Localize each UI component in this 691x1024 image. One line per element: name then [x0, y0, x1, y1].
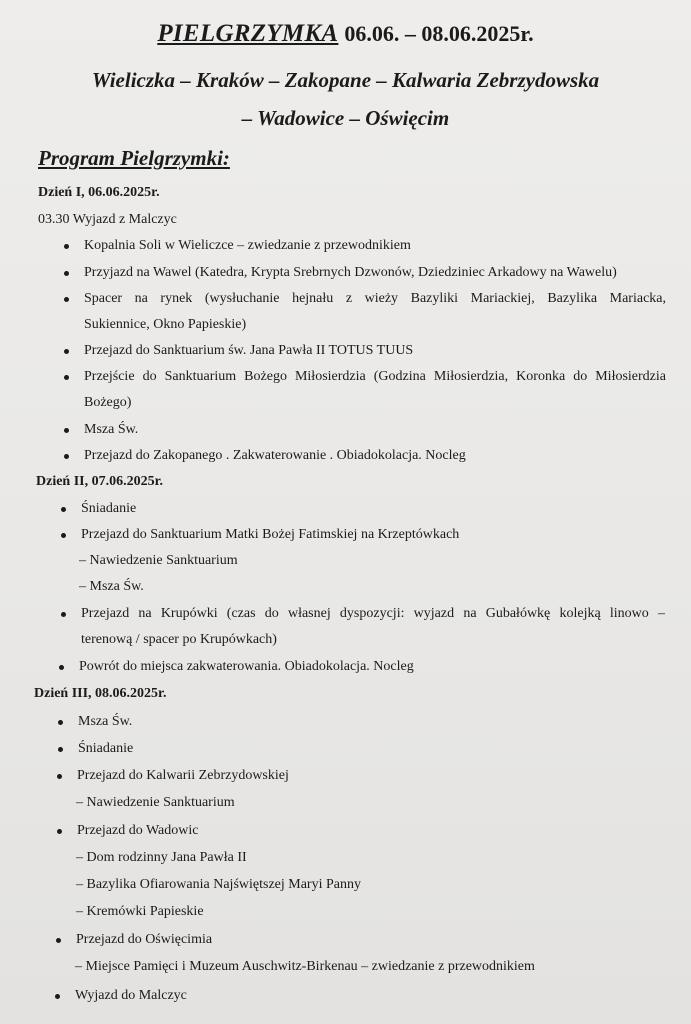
list-item: Śniadanie	[81, 501, 137, 516]
day1-departure: 03.30 Wyjazd z Malczyc	[38, 212, 177, 227]
list-subitem: – Msza Św.	[79, 579, 144, 594]
day1-heading: Dzień I, 06.06.2025r.	[38, 185, 160, 200]
list-item: Przejazd do Wadowic	[77, 823, 199, 838]
list-item: Powrót do miejsca zakwaterowania. Obiadokolacja. Nocleg	[79, 659, 414, 674]
list-item: Przejazd do Sanktuarium św. Jana Pawła II TOTUS TUUS	[84, 343, 414, 358]
list-item: Przejazd do Zakopanego . Zakwaterowanie . Obiadokolacja. Nocleg	[84, 448, 466, 463]
list-item: Msza Św.	[84, 422, 139, 437]
list-subitem: – Nawiedzenie Sanktuarium	[76, 795, 235, 810]
list-item-continued: Bożego)	[84, 395, 132, 410]
list-subitem: – Miejsce Pamięci i Muzeum Auschwitz-Birkenau – zwiedzanie z przewodnikiem	[75, 959, 535, 974]
list-subitem: – Dom rodzinny Jana Pawła II	[76, 850, 247, 865]
list-subitem: – Bazylika Ofiarowania Najświętszej Maryi Panny	[76, 877, 361, 892]
list-item: Przejazd do Kalwarii Zebrzydowskiej	[77, 768, 289, 783]
list-item: Przejazd do Sanktuarium Matki Bożej Fatimskiej na Krzeptówkach	[81, 527, 460, 542]
day3-heading: Dzień III, 08.06.2025r.	[34, 686, 167, 701]
list-subitem: – Kremówki Papieskie	[76, 904, 204, 919]
list-item: Przejście do Sanktuarium Bożego Miłosierdzia (Godzina Miłosierdzia, Koronka do Miłosierdzia	[84, 369, 666, 384]
route-line-2: – Wadowice – Oświęcim	[241, 106, 450, 130]
list-item: Wyjazd do Malczyc	[75, 988, 187, 1003]
list-item: Przejazd do Oświęcimia	[76, 932, 213, 947]
title-dates: 06.06. – 08.06.2025r.	[344, 21, 534, 46]
list-item: Śniadanie	[78, 741, 134, 756]
list-item: Przejazd na Krupówki (czas do własnej dyspozycji: wyjazd na Gubałówkę kolejką linowo –	[81, 606, 665, 621]
route-line-1: Wieliczka – Kraków – Zakopane – Kalwaria Zebrzydowska	[91, 68, 600, 92]
list-item-continued: terenową / spacer po Krupówkach)	[81, 632, 277, 647]
day2-heading: Dzień II, 07.06.2025r.	[36, 474, 164, 489]
document-title	[0, 18, 691, 50]
list-item: Kopalnia Soli w Wieliczce – zwiedzanie z przewodnikiem	[84, 238, 411, 253]
list-item: Spacer na rynek (wysłuchanie hejnału z wieży Bazyliki Mariackiej, Bazylika Mariacka,	[84, 291, 666, 306]
list-subitem: – Nawiedzenie Sanktuarium	[79, 553, 238, 568]
list-item-continued: Sukiennice, Okno Papieskie)	[84, 317, 247, 332]
program-heading: Program Pielgrzymki:	[38, 146, 230, 170]
title-main: PIELGRZYMKA	[157, 20, 339, 47]
list-item: Przyjazd na Wawel (Katedra, Krypta Srebrnych Dzwonów, Dziedziniec Arkadowy na Wawelu)	[84, 265, 617, 280]
list-item: Msza Św.	[78, 714, 133, 729]
